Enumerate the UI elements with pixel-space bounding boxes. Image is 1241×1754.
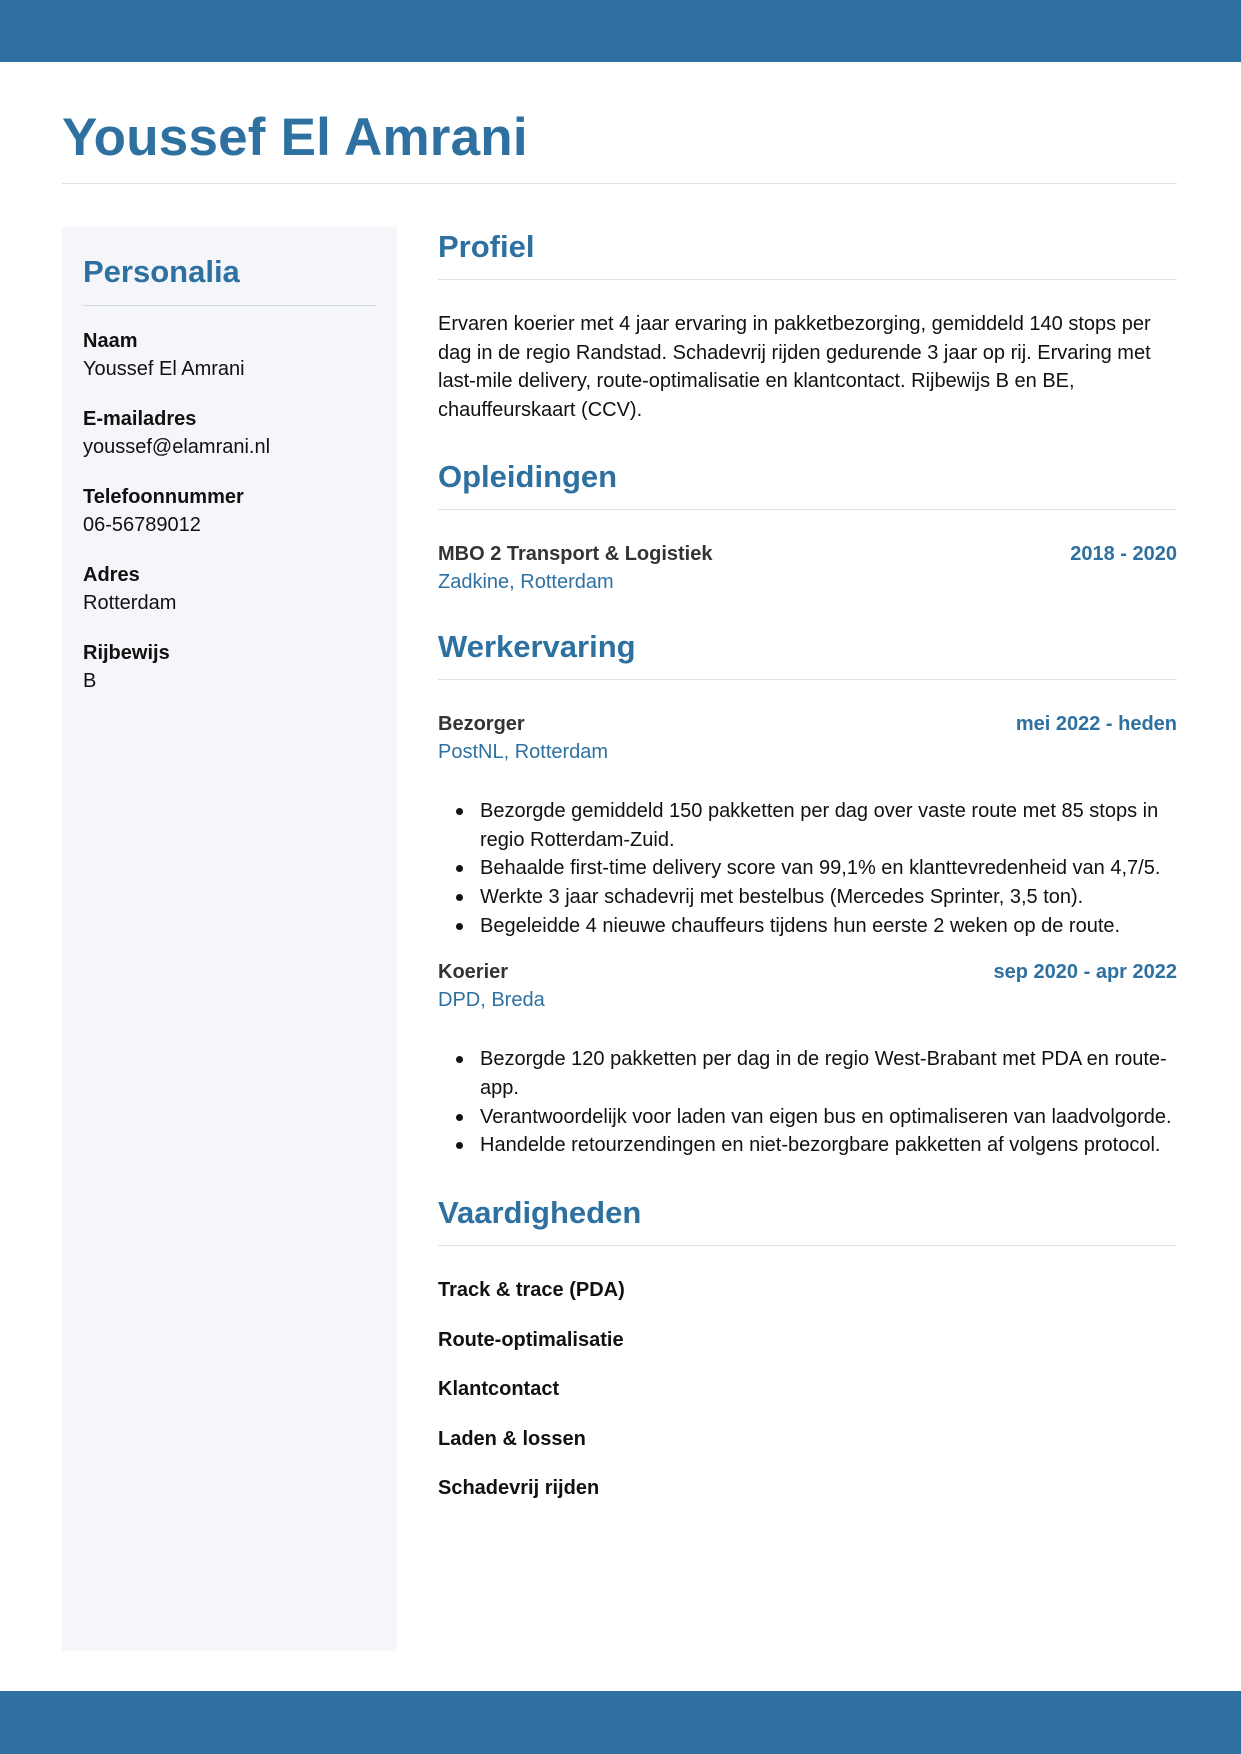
bullet-item xyxy=(438,1131,1177,1160)
bullet-text: Begeleidde 4 nieuwe chauffeurs tijdens hun eerste 2 weken op de route. xyxy=(480,914,1121,937)
section-heading: Werkervaring xyxy=(438,628,636,664)
personal-item-phone xyxy=(83,483,376,539)
section-divider xyxy=(438,679,1177,680)
skill-item: Laden & lossen xyxy=(438,1427,586,1450)
entry-date: 2018 - 2020 xyxy=(1070,542,1177,565)
bullet-item xyxy=(438,912,1177,941)
work-entry xyxy=(438,958,1177,1160)
bullet-dot-icon xyxy=(456,808,463,815)
personal-value: Rotterdam xyxy=(83,592,177,614)
profile-section xyxy=(438,227,1177,425)
entry-header xyxy=(438,540,1177,568)
entry-title: MBO 2 Transport & Logistiek xyxy=(438,542,713,565)
personal-info-heading: Personalia xyxy=(83,254,240,289)
personal-label: Telefoonnummer xyxy=(83,486,244,508)
personal-item-license xyxy=(83,639,376,695)
bullet-dot-icon xyxy=(456,1142,463,1149)
bullet-text: Verantwoordelijk voor laden van eigen bus en optimaliseren van laadvolgorde. xyxy=(480,1105,1172,1128)
skill-item: Route-optimalisatie xyxy=(438,1328,624,1351)
section-heading: Opleidingen xyxy=(438,458,618,494)
skill-item: Track & trace (PDA) xyxy=(438,1279,625,1302)
education-section xyxy=(438,457,1177,596)
bullet-text: Behaalde first-time delivery score van 99,1% en klanttevredenheid van 4,7/5. xyxy=(480,857,1161,880)
section-divider xyxy=(438,1245,1177,1246)
personal-label: E-mailadres xyxy=(83,408,197,430)
entry-title: Koerier xyxy=(438,961,509,984)
skill-item: Klantcontact xyxy=(438,1378,560,1401)
personal-label: Rijbewijs xyxy=(83,642,170,664)
personal-item-name xyxy=(83,327,376,383)
personal-info-sidebar xyxy=(62,227,397,1651)
personal-value: B xyxy=(83,670,97,692)
bullet-text: Bezorgde 120 pakketten per dag in de regio West-Brabant met PDA en route-app. xyxy=(480,1048,1167,1100)
entry-header xyxy=(438,710,1177,738)
personal-value: Youssef El Amrani xyxy=(83,358,245,380)
entry-date: sep 2020 - apr 2022 xyxy=(993,961,1177,984)
bullet-item xyxy=(438,883,1177,912)
section-divider xyxy=(438,509,1177,510)
bullet-dot-icon xyxy=(456,1056,463,1063)
bullet-text: Bezorgde gemiddeld 150 pakketten per dag over vaste route met 85 stops in regio Rotterdam-Zuid. xyxy=(480,799,1159,851)
bullet-list xyxy=(438,797,1177,941)
personal-item-email xyxy=(83,405,376,461)
personal-label: Naam xyxy=(83,330,138,352)
bullet-list xyxy=(438,1045,1177,1160)
main-content xyxy=(438,227,1177,1524)
bottom-color-band xyxy=(0,1691,1241,1754)
skills-section xyxy=(438,1193,1177,1502)
section-divider xyxy=(438,279,1177,280)
work-section xyxy=(438,627,1177,1160)
entry-date: mei 2022 - heden xyxy=(1015,712,1177,735)
header-divider xyxy=(62,183,1177,184)
entry-place: PostNL, Rotterdam xyxy=(438,740,609,763)
entry-place: DPD, Breda xyxy=(438,989,545,1012)
top-color-band xyxy=(0,0,1241,62)
education-entry xyxy=(438,540,1177,596)
work-entry xyxy=(438,710,1177,941)
skill-item: Schadevrij rijden xyxy=(438,1477,600,1500)
personal-value: 06-56789012 xyxy=(83,514,201,536)
entry-place: Zadkine, Rotterdam xyxy=(438,570,614,593)
personal-label: Adres xyxy=(83,564,140,586)
bullet-text: Handelde retourzendingen en niet-bezorgbare pakketten af volgens protocol. xyxy=(480,1134,1161,1157)
bullet-item xyxy=(438,1103,1177,1132)
personal-item-address xyxy=(83,561,376,617)
bullet-item xyxy=(438,797,1177,854)
bullet-text: Werkte 3 jaar schadevrij met bestelbus (Mercedes Sprinter, 3,5 ton). xyxy=(480,885,1084,908)
section-heading: Vaardigheden xyxy=(438,1195,642,1231)
profile-text: Ervaren koerier met 4 jaar ervaring in pakketbezorging, gemiddeld 140 stops per dag in de regio Randstad. Schadevrij rijden gedurende 3 jaar op rij. Ervaring met last-mile delivery, route-optimalisatie en klantcontact. Rijbewijs B en BE, chauffeurskaart (CCV). xyxy=(438,313,1151,422)
entry-header xyxy=(438,958,1177,986)
bullet-dot-icon xyxy=(456,865,463,872)
bullet-dot-icon xyxy=(456,1114,463,1121)
entry-title: Bezorger xyxy=(438,712,525,735)
bullet-item xyxy=(438,854,1177,883)
candidate-name: Youssef El Amrani xyxy=(62,108,528,167)
bullet-dot-icon xyxy=(456,923,463,930)
sidebar-divider xyxy=(83,305,376,306)
personal-value: youssef@elamrani.nl xyxy=(83,436,271,458)
bullet-dot-icon xyxy=(456,894,463,901)
section-heading: Profiel xyxy=(438,229,535,264)
bullet-item xyxy=(438,1045,1177,1102)
